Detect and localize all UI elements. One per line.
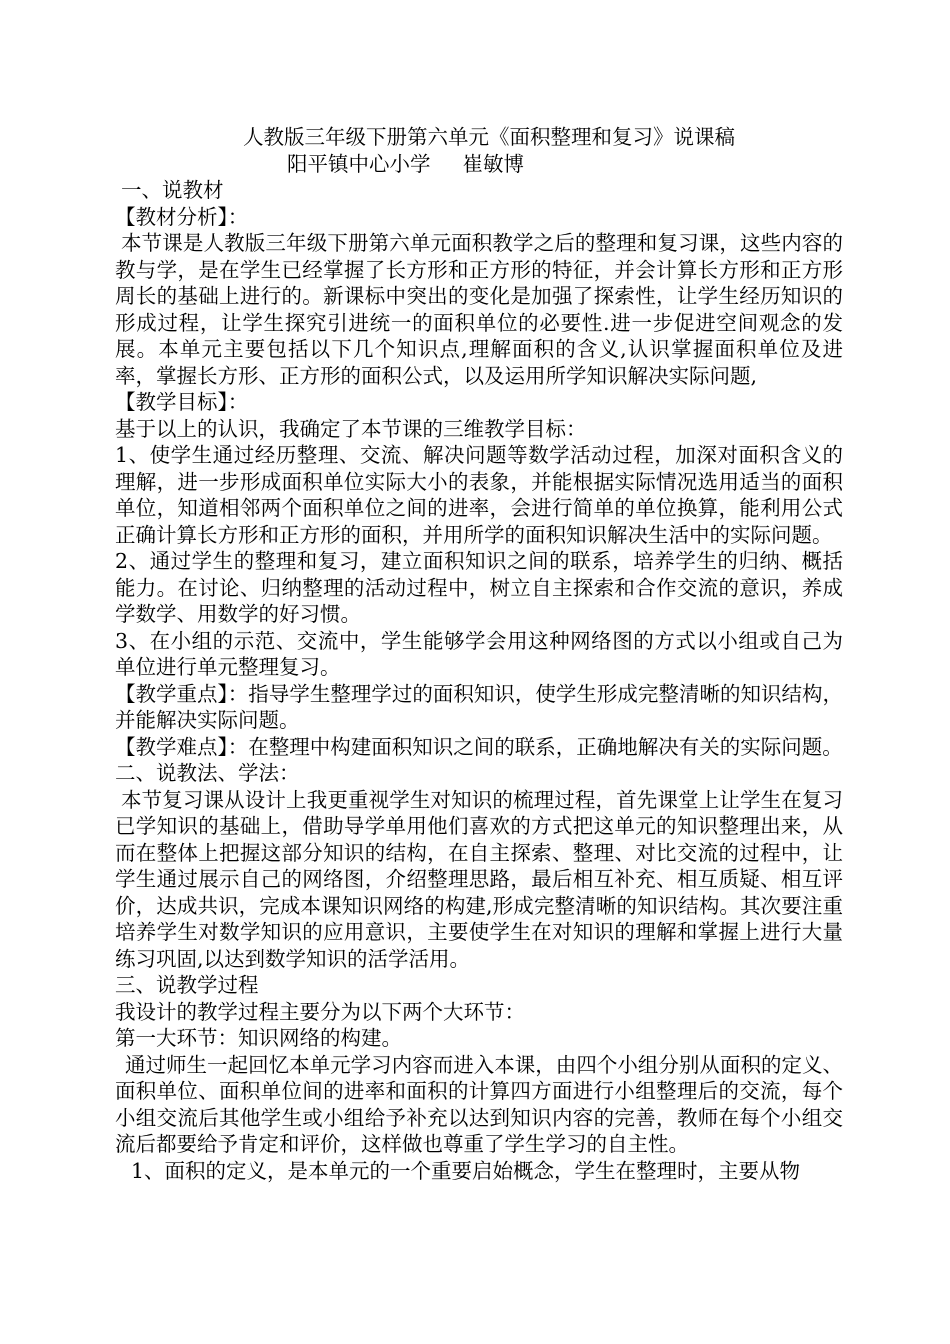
document-title: 人教版三年级下册第六单元《面积整理和复习》说课稿 (243, 125, 735, 149)
author-line (115, 151, 843, 178)
section-heading-2: 二、说教法、学法： (115, 761, 300, 785)
paragraph-goal-3: 3、在小组的示范、交流中，学生能够学会用这种网络图的方式以小组或自己为单位进行单元整理复习。 (115, 628, 843, 679)
subheading-teaching-goals: 【教学目标】： (115, 390, 249, 414)
paragraph-methods: 本节复习课从设计上我更重视学生对知识的梳理过程，首先课堂上让学生在复习已学知识的基础上，借助导学单用他们喜欢的方式把这单元的知识整理出来，从而在整体上把握这部分知识的结构，在自主探索、整理、对比交流的过程中，让学生通过展示自己的网络图，介绍整理思路，最后相互补充、相互质疑、相互评价，达成共识，完成本课知识网络的构建,形成完整清晰的知识结构。其次要注重培养学生对数学知识的应用意识，主要使学生在对知识的理解和掌握上进行大量练习巩固,以达到数学知识的活学活用。 (115, 787, 843, 971)
paragraph-goal-2: 2、通过学生的整理和复习，建立面积知识之间的联系，培养学生的归纳、概括能力。在讨论、归纳整理的活动过程中，树立自主探索和合作交流的意识，养成学数学、用数学的好习惯。 (115, 549, 843, 626)
paragraph-stage-1: 通过师生一起回忆本单元学习内容而进入本课，由四个小组分别从面积的定义、面积单位、面积单位间的进率和面积的计算四方面进行小组整理后的交流，每个小组交流后其他学生或小组给予补充以达到知识内容的完善，教师在每个小组交流后都要给予肯定和评价，这样做也尊重了学生学习的自主性。 (115, 1052, 843, 1156)
author-name: 崔敏博 (462, 151, 524, 176)
section-heading-3: 三、说教学过程 (115, 973, 259, 997)
paragraph-stage-1-heading: 第一大环节：知识网络的构建。 (115, 1026, 402, 1050)
paragraph-goal-1: 1、使学生通过经历整理、交流、解决问题等数学活动过程，加深对面积含义的理解，进一步形成面积单位实际大小的表象，并能根据实际情况选用适当的面积单位，知道相邻两个面积单位之间的进率，会进行简单的单位换算，能利用公式正确计算长方形和正方形的面积，并用所学的面积知识解决生活中的实际问题。 (115, 443, 843, 547)
subheading-material-analysis: 【教材分析】： (115, 204, 249, 229)
paragraph-material-analysis: 本节课是人教版三年级下册第六单元面积教学之后的整理和复习课，这些内容的教与学，是在学生已经掌握了长方形和正方形的特征，并会计算长方形和正方形周长的基础上进行的。新课标中突出的变化是加强了探索性，让学生经历知识的形成过程，让学生探究引进统一的面积单位的必要性.进一步促进空间观念的发展。本单元主要包括以下几个知识点,理解面积的含义,认识掌握面积单位及进率，掌握长方形、正方形的面积公式，以及运用所学知识解决实际问题, (115, 231, 843, 388)
document-body (115, 124, 843, 1184)
paragraph-goals-intro: 基于以上的认识，我确定了本节课的三维教学目标： (115, 416, 587, 441)
paragraph-area-definition: 1、面积的定义，是本单元的一个重要启始概念，学生在整理时，主要从物 (131, 1158, 801, 1183)
paragraph-process-intro: 我设计的教学过程主要分为以下两个大环节： (115, 999, 525, 1024)
section-heading-1: 一、说教材 (121, 178, 224, 202)
paragraph-key-point: 【教学重点】：指导学生整理学过的面积知识，使学生形成完整清晰的知识结构，并能解决实际问题。 (115, 681, 843, 732)
author-school: 阳平镇中心小学 (287, 151, 431, 176)
paragraph-difficult-point: 【教学难点】：在整理中构建面积知识之间的联系，正确地解决有关的实际问题。 (115, 734, 843, 759)
